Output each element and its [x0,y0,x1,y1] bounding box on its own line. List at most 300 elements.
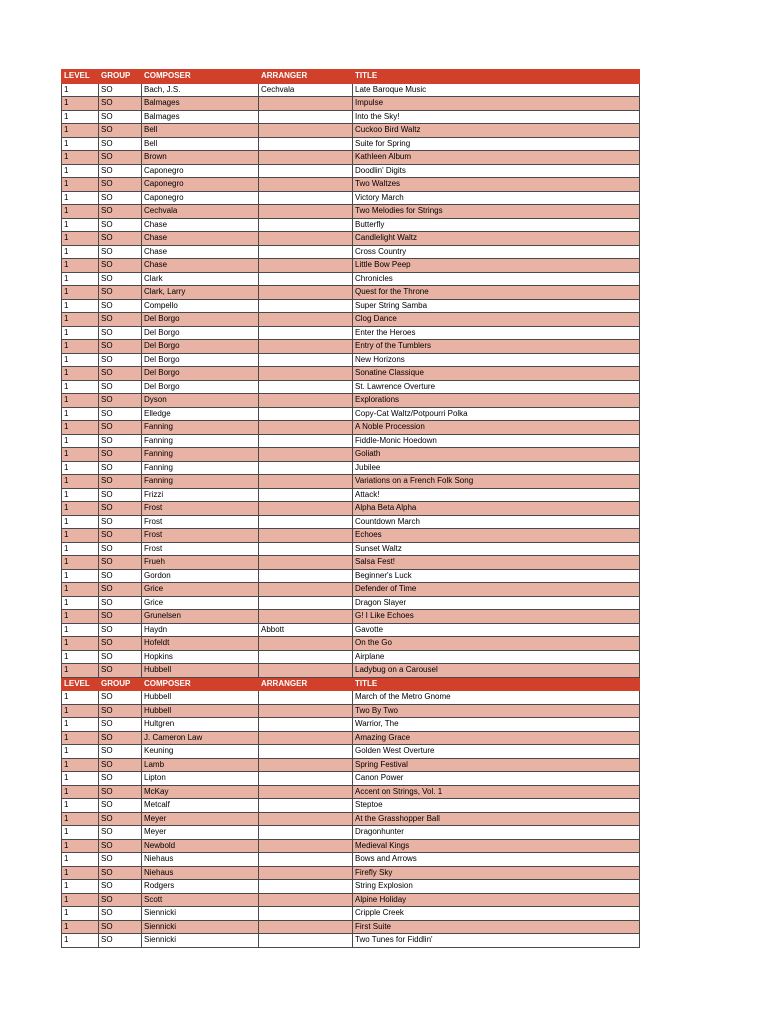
cell-composer: Gordon [142,569,259,583]
cell-composer: Balmages [142,97,259,111]
cell-group: SO [99,556,142,570]
cell-composer: Frost [142,502,259,516]
cell-level: 1 [62,596,99,610]
repertoire-table [61,69,640,948]
cell-group: SO [99,610,142,624]
cell-level: 1 [62,205,99,219]
cell-composer: Fanning [142,434,259,448]
cell-title: Kathleen Album [353,151,640,165]
cell-composer: Frost [142,529,259,543]
cell-level: 1 [62,83,99,97]
cell-arranger [259,650,353,664]
cell-arranger [259,367,353,381]
cell-level: 1 [62,920,99,934]
cell-level: 1 [62,448,99,462]
table-row [62,880,640,894]
cell-level: 1 [62,880,99,894]
cell-arranger [259,488,353,502]
cell-title: Alpine Holiday [353,893,640,907]
cell-group: SO [99,299,142,313]
cell-arranger [259,556,353,570]
cell-level: 1 [62,502,99,516]
cell-title: At the Grasshopper Ball [353,812,640,826]
cell-group: SO [99,866,142,880]
cell-title: Impulse [353,97,640,111]
cell-arranger [259,97,353,111]
cell-group: SO [99,245,142,259]
cell-level: 1 [62,137,99,151]
cell-arranger [259,502,353,516]
cell-composer: Metcalf [142,799,259,813]
cell-group: SO [99,124,142,138]
cell-group: SO [99,83,142,97]
table-row [62,164,640,178]
table-row [62,866,640,880]
table-row [62,785,640,799]
cell-arranger [259,799,353,813]
cell-arranger [259,421,353,435]
cell-title: Alpha Beta Alpha [353,502,640,516]
cell-title: Medieval Kings [353,839,640,853]
cell-composer: Fanning [142,448,259,462]
header-row [62,70,640,84]
cell-arranger [259,353,353,367]
table-row [62,272,640,286]
table-row [62,664,640,678]
cell-group: SO [99,650,142,664]
cell-group: SO [99,691,142,705]
cell-level: 1 [62,853,99,867]
cell-level: 1 [62,718,99,732]
cell-level: 1 [62,569,99,583]
cell-title: March of the Metro Gnome [353,691,640,705]
table-row [62,475,640,489]
cell-arranger [259,191,353,205]
cell-group: SO [99,772,142,786]
cell-composer: Clark, Larry [142,286,259,300]
cell-arranger [259,232,353,246]
cell-level: 1 [62,313,99,327]
column-header-composer: COMPOSER [142,677,259,691]
cell-level: 1 [62,745,99,759]
cell-level: 1 [62,97,99,111]
table-row [62,799,640,813]
cell-composer: Hopkins [142,650,259,664]
cell-title: First Suite [353,920,640,934]
cell-composer: Del Borgo [142,326,259,340]
cell-level: 1 [62,380,99,394]
cell-arranger [259,286,353,300]
column-header-level: LEVEL [62,677,99,691]
cell-title: Two Melodies for Strings [353,205,640,219]
table-row [62,812,640,826]
cell-composer: Balmages [142,110,259,124]
table-row [62,218,640,232]
cell-arranger [259,178,353,192]
cell-title: Two Tunes for Fiddlin' [353,934,640,948]
table-row [62,205,640,219]
cell-level: 1 [62,758,99,772]
table-row [62,83,640,97]
cell-arranger [259,110,353,124]
cell-arranger [259,164,353,178]
cell-group: SO [99,434,142,448]
cell-group: SO [99,583,142,597]
cell-group: SO [99,907,142,921]
cell-group: SO [99,97,142,111]
cell-title: Copy-Cat Waltz/Potpourri Polka [353,407,640,421]
cell-composer: Meyer [142,826,259,840]
cell-title: G! I Like Echoes [353,610,640,624]
cell-title: Beginner's Luck [353,569,640,583]
cell-level: 1 [62,178,99,192]
cell-composer: Meyer [142,812,259,826]
cell-arranger [259,313,353,327]
cell-arranger [259,866,353,880]
cell-level: 1 [62,839,99,853]
table-row [62,542,640,556]
cell-level: 1 [62,893,99,907]
table-row [62,340,640,354]
cell-arranger [259,259,353,273]
table-row [62,569,640,583]
cell-level: 1 [62,934,99,948]
cell-level: 1 [62,772,99,786]
cell-title: Ladybug on a Carousel [353,664,640,678]
cell-arranger [259,664,353,678]
cell-level: 1 [62,286,99,300]
cell-group: SO [99,353,142,367]
cell-group: SO [99,367,142,381]
table-body [62,70,640,948]
cell-title: Airplane [353,650,640,664]
cell-group: SO [99,880,142,894]
cell-composer: Cechvala [142,205,259,219]
cell-group: SO [99,569,142,583]
table-row [62,110,640,124]
cell-level: 1 [62,637,99,651]
cell-group: SO [99,893,142,907]
cell-group: SO [99,407,142,421]
cell-title: Dragonhunter [353,826,640,840]
cell-level: 1 [62,731,99,745]
cell-title: Warrior, The [353,718,640,732]
cell-composer: Grunelsen [142,610,259,624]
table-row [62,731,640,745]
cell-group: SO [99,637,142,651]
cell-group: SO [99,326,142,340]
table-row [62,178,640,192]
cell-composer: Fanning [142,475,259,489]
cell-composer: Frizzi [142,488,259,502]
cell-title: Candlelight Waltz [353,232,640,246]
cell-group: SO [99,529,142,543]
column-header-group: GROUP [99,70,142,84]
cell-composer: Caponegro [142,164,259,178]
table-row [62,718,640,732]
cell-level: 1 [62,259,99,273]
table-row [62,623,640,637]
cell-arranger [259,245,353,259]
cell-arranger [259,299,353,313]
table-row [62,286,640,300]
cell-level: 1 [62,394,99,408]
cell-group: SO [99,839,142,853]
table-row [62,137,640,151]
cell-title: St. Lawrence Overture [353,380,640,394]
table-row [62,826,640,840]
cell-group: SO [99,826,142,840]
cell-group: SO [99,488,142,502]
cell-composer: Frueh [142,556,259,570]
cell-title: Two Waltzes [353,178,640,192]
cell-composer: Hofeldt [142,637,259,651]
table-row [62,434,640,448]
cell-title: Clog Dance [353,313,640,327]
cell-title: Doodlin' Digits [353,164,640,178]
table-row [62,353,640,367]
cell-title: Super String Samba [353,299,640,313]
cell-arranger [259,691,353,705]
cell-arranger [259,907,353,921]
cell-composer: Hubbell [142,664,259,678]
table-row [62,326,640,340]
table-row [62,610,640,624]
table-row [62,920,640,934]
cell-arranger [259,758,353,772]
cell-group: SO [99,151,142,165]
table-row [62,97,640,111]
cell-arranger [259,205,353,219]
cell-composer: Hubbell [142,691,259,705]
cell-title: Canon Power [353,772,640,786]
cell-level: 1 [62,583,99,597]
table-row [62,367,640,381]
cell-group: SO [99,137,142,151]
cell-title: Golden West Overture [353,745,640,759]
table-row [62,596,640,610]
cell-group: SO [99,232,142,246]
cell-group: SO [99,178,142,192]
cell-group: SO [99,664,142,678]
cell-level: 1 [62,367,99,381]
cell-level: 1 [62,650,99,664]
cell-arranger [259,272,353,286]
table-row [62,299,640,313]
cell-composer: Bell [142,124,259,138]
cell-level: 1 [62,110,99,124]
cell-arranger [259,340,353,354]
cell-arranger [259,380,353,394]
cell-title: Accent on Strings, Vol. 1 [353,785,640,799]
cell-arranger [259,461,353,475]
cell-level: 1 [62,340,99,354]
cell-group: SO [99,596,142,610]
cell-composer: Keuning [142,745,259,759]
column-header-title: TITLE [353,677,640,691]
cell-level: 1 [62,542,99,556]
cell-group: SO [99,380,142,394]
column-header-group: GROUP [99,677,142,691]
cell-composer: Siennicki [142,934,259,948]
cell-arranger [259,407,353,421]
cell-composer: Chase [142,245,259,259]
table-row [62,259,640,273]
cell-arranger [259,826,353,840]
table-row [62,839,640,853]
cell-composer: Chase [142,232,259,246]
header-row [62,677,640,691]
cell-arranger: Abbott [259,623,353,637]
cell-title: Enter the Heroes [353,326,640,340]
column-header-title: TITLE [353,70,640,84]
cell-level: 1 [62,191,99,205]
cell-title: Dragon Slayer [353,596,640,610]
column-header-arranger: ARRANGER [259,677,353,691]
table-row [62,394,640,408]
cell-level: 1 [62,704,99,718]
table-row [62,758,640,772]
cell-title: Salsa Fest! [353,556,640,570]
cell-level: 1 [62,272,99,286]
cell-group: SO [99,191,142,205]
cell-title: On the Go [353,637,640,651]
cell-title: Bows and Arrows [353,853,640,867]
cell-title: Entry of the Tumblers [353,340,640,354]
cell-level: 1 [62,299,99,313]
cell-group: SO [99,218,142,232]
table-row [62,907,640,921]
cell-group: SO [99,799,142,813]
cell-level: 1 [62,826,99,840]
cell-group: SO [99,286,142,300]
cell-level: 1 [62,124,99,138]
cell-title: Quest for the Throne [353,286,640,300]
table-row [62,124,640,138]
cell-title: Fiddle-Monic Hoedown [353,434,640,448]
cell-composer: Newbold [142,839,259,853]
cell-arranger [259,745,353,759]
cell-group: SO [99,758,142,772]
cell-title: Echoes [353,529,640,543]
cell-composer: Grice [142,596,259,610]
cell-arranger [259,812,353,826]
cell-arranger [259,637,353,651]
cell-title: Countdown March [353,515,640,529]
table-row [62,151,640,165]
cell-composer: Del Borgo [142,353,259,367]
cell-arranger [259,137,353,151]
cell-group: SO [99,272,142,286]
cell-title: Butterfly [353,218,640,232]
cell-title: Defender of Time [353,583,640,597]
cell-group: SO [99,718,142,732]
cell-group: SO [99,502,142,516]
table-row [62,421,640,435]
cell-title: New Horizons [353,353,640,367]
cell-title: String Explosion [353,880,640,894]
cell-level: 1 [62,691,99,705]
cell-arranger [259,124,353,138]
cell-composer: Brown [142,151,259,165]
cell-group: SO [99,461,142,475]
cell-composer: Del Borgo [142,340,259,354]
cell-arranger [259,718,353,732]
cell-group: SO [99,934,142,948]
table-row [62,502,640,516]
cell-title: Cross Country [353,245,640,259]
cell-group: SO [99,731,142,745]
cell-arranger [259,731,353,745]
cell-composer: McKay [142,785,259,799]
cell-title: Sunset Waltz [353,542,640,556]
cell-arranger [259,893,353,907]
cell-group: SO [99,623,142,637]
cell-arranger: Cechvala [259,83,353,97]
cell-arranger [259,218,353,232]
cell-level: 1 [62,664,99,678]
cell-group: SO [99,542,142,556]
cell-title: Jubilee [353,461,640,475]
cell-arranger [259,448,353,462]
cell-level: 1 [62,353,99,367]
table-row [62,583,640,597]
cell-level: 1 [62,488,99,502]
cell-composer: Chase [142,218,259,232]
cell-level: 1 [62,218,99,232]
cell-title: A Noble Procession [353,421,640,435]
cell-level: 1 [62,245,99,259]
cell-level: 1 [62,556,99,570]
cell-composer: Lamb [142,758,259,772]
cell-level: 1 [62,151,99,165]
cell-composer: Bell [142,137,259,151]
table-row [62,191,640,205]
cell-composer: Rodgers [142,880,259,894]
cell-composer: Haydn [142,623,259,637]
cell-title: Two By Two [353,704,640,718]
cell-group: SO [99,475,142,489]
cell-group: SO [99,340,142,354]
table-row [62,488,640,502]
cell-level: 1 [62,785,99,799]
cell-composer: Siennicki [142,907,259,921]
table-row [62,637,640,651]
cell-group: SO [99,110,142,124]
cell-title: Variations on a French Folk Song [353,475,640,489]
cell-composer: Caponegro [142,191,259,205]
cell-group: SO [99,704,142,718]
column-header-level: LEVEL [62,70,99,84]
cell-composer: Fanning [142,421,259,435]
cell-arranger [259,772,353,786]
cell-composer: Grice [142,583,259,597]
cell-composer: Bach, J.S. [142,83,259,97]
cell-level: 1 [62,164,99,178]
cell-level: 1 [62,475,99,489]
table-row [62,772,640,786]
cell-group: SO [99,205,142,219]
cell-arranger [259,529,353,543]
cell-level: 1 [62,812,99,826]
column-header-arranger: ARRANGER [259,70,353,84]
cell-arranger [259,151,353,165]
cell-title: Gavotte [353,623,640,637]
cell-title: Into the Sky! [353,110,640,124]
table-row [62,313,640,327]
table-row [62,893,640,907]
cell-arranger [259,785,353,799]
